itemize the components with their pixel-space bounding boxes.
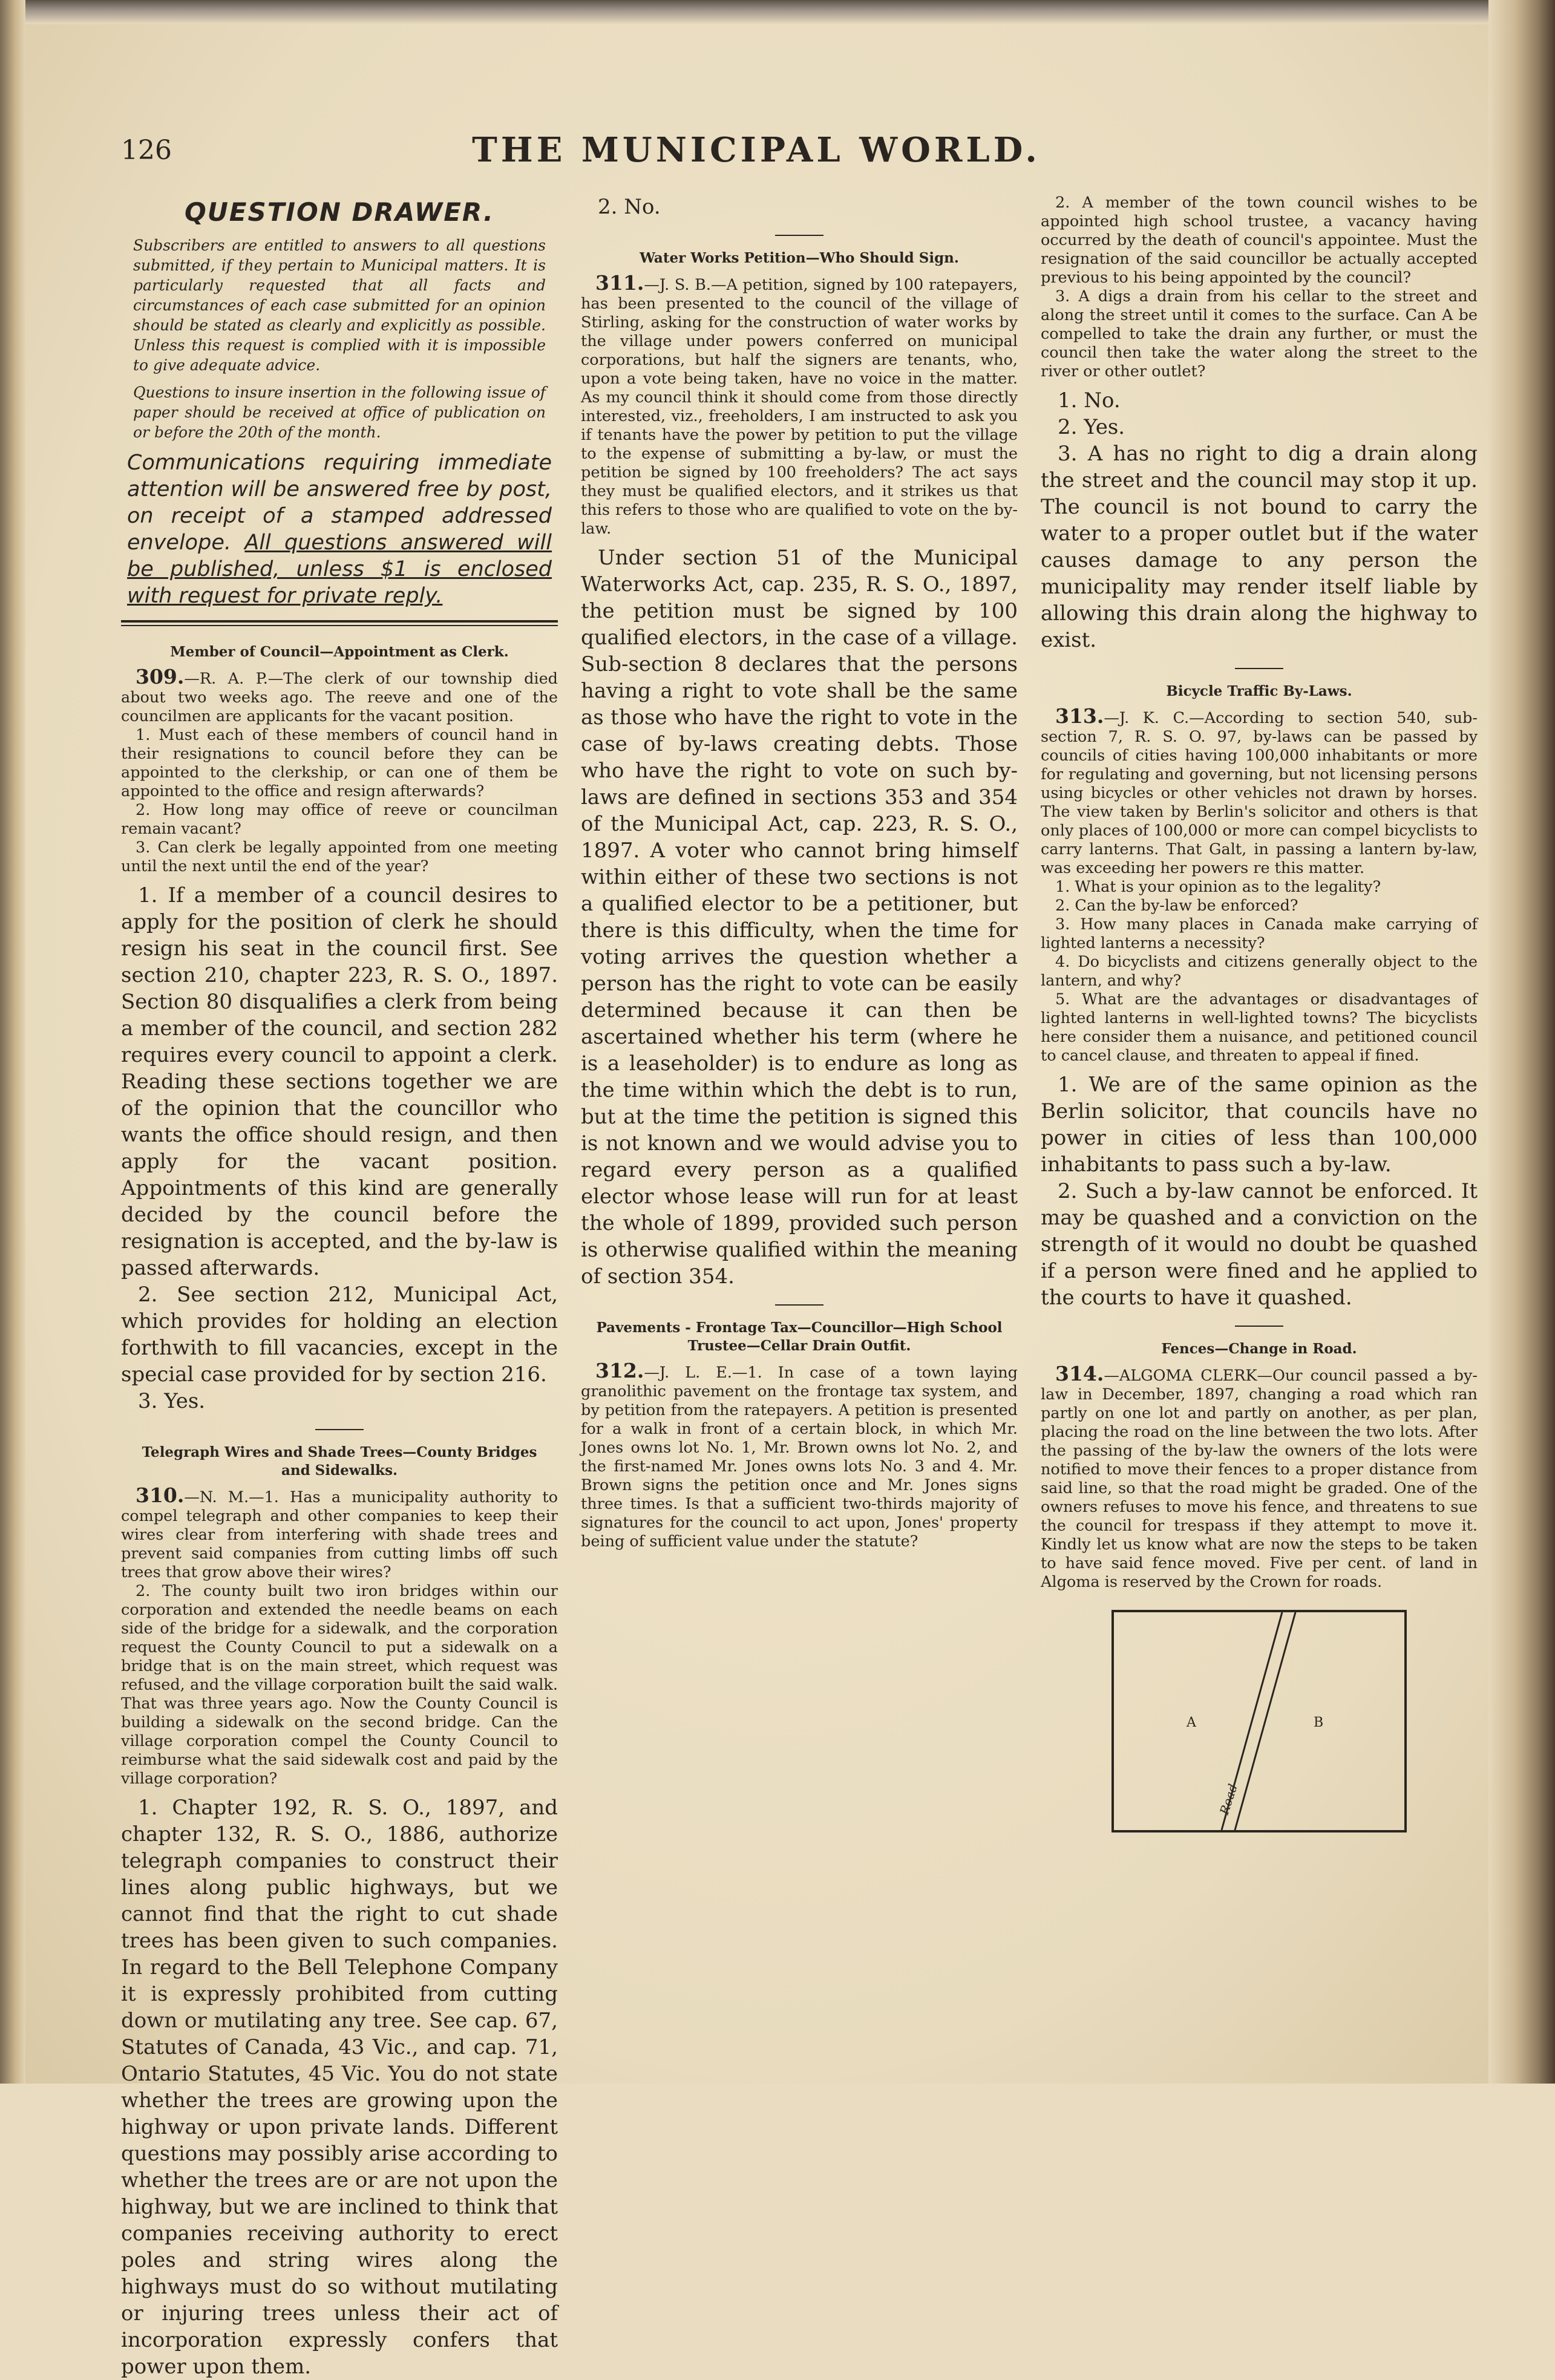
q312-a2: 2. Yes. [1058, 415, 1125, 439]
q310-heading: Telegraph Wires and Shade Trees—County Bridges and Sidewalks. [142, 1444, 537, 1479]
q313-number: 313. [1055, 704, 1104, 728]
page-top-edge [0, 0, 1555, 24]
q310-a2: 2. No. [598, 195, 661, 219]
section-rule [315, 1429, 364, 1430]
q313-answer [1041, 1071, 1478, 1311]
q310-a1: 1. Chapter 192, R. S. O., 1897, and chapter 132, R. S. O., 1886, authorize telegraph companies to construct their lines along public highways, but we cannot find that the right to cut shade trees has been given to such companies. In regard to the Bell Telephone Company it is expressly prohibited from cutting down or mutilating any tree. See cap. 67, Statutes of Canada, 43 Vic., and cap. 71, Ontario Statutes, 45 Vic. You do not state whether the trees are growing upon the highway or upon private lands. Different questions may possibly arise according to whether the trees are or are not upon the highway, but we are inclined to think that companies receiving authority to erect poles and string wires along the highways must do so without mutilating or injuring trees unless their act of incorporation expressly confers that power upon them. [121, 1796, 558, 2379]
q312-a3: 3. A has no right to dig a drain along the street and the council may stop it up. The council is not bound to carry the water to a proper outlet but if the water causes damage to any person the municipality may render itself liable by allowing this drain along the highway to exist. [1041, 442, 1478, 652]
lot-b-label: B [1314, 1715, 1324, 1730]
column-2 [581, 194, 1018, 1551]
section-rule [775, 1304, 823, 1306]
q314-heading: Fences—Change in Road. [1161, 1341, 1357, 1357]
q313-q2: 2. Can the by-law be enforced? [1055, 897, 1298, 915]
q312-question [581, 1361, 1018, 1551]
column-1 [121, 194, 558, 2379]
road-lines [1114, 1612, 1404, 1830]
section-rule [1235, 1326, 1283, 1327]
q309-q2: 2. How long may office of reeve or councilman remain vacant? [121, 801, 558, 838]
q312-a1: 1. No. [1058, 388, 1121, 413]
question-drawer-title: QUESTION DRAWER. [184, 197, 494, 227]
q311-question [581, 273, 1018, 538]
double-rule [121, 620, 558, 626]
section-rule [1235, 668, 1283, 669]
running-head: THE MUNICIPAL WORLD. [472, 130, 1041, 170]
q312-question-continued [1041, 194, 1478, 381]
page-binding [0, 0, 25, 2084]
communications-text-c: with request for private reply. [127, 584, 443, 608]
q312-question-text: —J. L. E.—1. In case of a town laying granolithic pavement on the frontage tax system, and by petition from the ratepayers. A petition is presented for a walk in front of a certain block, in which Mr. Jones owns lot No. 1, Mr. Brown owns lot No. 2, and the first-named Mr. Jones owns lots No. 3 and 4. Mr. Brown signs the petition once and Mr. Jones signs three times. Is that a sufficient two-thirds majority of signatures for the council to act upon, Jones' property being of sufficient value under the statute? [581, 1364, 1018, 1551]
q313-heading: Bicycle Traffic By-Laws. [1166, 683, 1352, 699]
q309-question [121, 667, 558, 876]
q314-question-text: —ALGOMA CLERK—Our council passed a by-law in December, 1897, changing a road which ran partly on one lot and partly on another, as per plan, placing the road on the line between the two lots. After the passing of the by-law the owners of the lots were notified to move their fences to a proper distance from said line, so that the road might be graded. One of the owners refuses to move his fence, and threatens to sue the council for trespass if they attempt to move it. Kindly let us know what are now the steps to be taken to have said fence moved. Five per cent. of land in Algoma is reserved by the Crown for roads. [1041, 1367, 1478, 1591]
q314-number: 314. [1055, 1362, 1104, 1385]
q310-number: 310. [136, 1483, 185, 1507]
communications-notice [127, 450, 552, 609]
q310-q2: 2. The county built two iron bridges within our corporation and extended the needle beams on each side of the bridge for a sidewalk, and the corporation request the County Council to put a sidewalk on a bridge that is on the main street, which request was refused, and the village corporation built the said walk. That was three years ago. Now the County Council is building a sidewalk on the second bridge. Can the village corporation compel the County Council to reimburse what the said sidewalk cost and paid by the village corporation? [121, 1582, 558, 1788]
q311-answer [581, 544, 1018, 1290]
deadline-paragraph: Questions to insure insertion in the following issue of paper should be received at office of publication on or before the 20th of the month. [133, 384, 546, 441]
page-right-edge [1488, 0, 1555, 2084]
q313-question [1041, 704, 1478, 1065]
q309-q1: 1. Must each of these members of council hand in their resignations to council before they can be appointed to the clerkship, or can one of them be appointed to the office and resign afterwards? [121, 726, 558, 800]
q309-a3: 3. Yes. [138, 1389, 206, 1413]
q310-question-text: —N. M.—1. Has a municipality authority to compel telegraph and other companies to keep their wires clear from interfering with shade trees and prevent said companies from cutting limbs off such trees that grow above their wires? [121, 1488, 558, 1581]
section-rule [775, 235, 823, 236]
road-line-right [1235, 1612, 1295, 1830]
q310-answer-continued [581, 194, 1018, 220]
q309-answer [121, 882, 558, 1414]
lot-plan-diagram [1111, 1610, 1407, 1832]
q312-q2: 2. A member of the town council wishes to be appointed high school trustee, a vacancy having occurred by the death of council's appointee. Must the resignation of the said councillor be actually accepted previous to his being appointed by the council? [1041, 194, 1478, 287]
q309-a2: 2. See section 212, Municipal Act, which provides for holding an election forthwith to fill vacancies, except in the special case provided for by section 216. [121, 1283, 558, 1387]
q311-question-text: —J. S. B.—A petition, signed by 100 ratepayers, has been presented to the council of the village of Stirling, asking for the construction of water works by the village under powers conferred on municipal corporations, but half the signers are tenants, who, upon a vote being taken, have no voice in the matter. As my council think it should come from those directly interested, viz., freeholders, I am instructed to ask you if tenants have the power by petition to put the village to the expense of submitting a by-law, or must the petition be signed by 100 freeholders? The act says they must be qualified electors, and it strikes us that this refers to those who are qualified to vote on the by-law. [581, 276, 1018, 538]
q311-answer-text: Under section 51 of the Municipal Waterworks Act, cap. 235, R. S. O., 1897, the petition must be signed by 100 qualified electors, in the case of a village. Sub-section 8 declares that the persons having a right to vote shall be the same as those who have the right to vote in the case of by-laws creating debts. Those who have the right to vote on such by-laws are defined in sections 353 and 354 of the Municipal Act, cap. 223, R. S. O., 1897. A voter who cannot bring himself within either of these two sections is not a qualified elector to be a petitioner, but there is this difficulty, when the time for voting arrives the question whether a person has the right to vote can be easily determined because it can then be ascertained whether his term (where he is a leaseholder) is to endure as long as the time within which the debt is to run, but at the time the petition is signed this is not known and we would advise you to regard every person as a qualified elector whose lease will run for at least the whole of 1899, provided such person is otherwise qualified within the meaning of section 354. [581, 546, 1018, 1289]
q312-q3: 3. A digs a drain from his cellar to the street and along the street until it comes to the surface. Can A be compelled to take the drain any further, or must the council then take the water along the street to the river or other outlet? [1041, 287, 1478, 381]
q314-question [1041, 1364, 1478, 1592]
q312-answer [1041, 387, 1478, 653]
column-3 [1041, 194, 1478, 1832]
communications-text-a: Communications requiring immediate attention will be answered free by post, on receipt of a stamped addressed envelope. [127, 451, 552, 555]
q312-heading: Pavements - Frontage Tax—Councillor—High School Trustee—Cellar Drain Outfit. [596, 1319, 1003, 1354]
q311-heading: Water Works Petition—Who Should Sign. [640, 250, 959, 266]
communications-text-b: All questions answered will be published, unless $1 is enclosed [127, 531, 552, 581]
road-label: Road [1217, 1782, 1240, 1817]
q310-answer-part1 [121, 1794, 558, 2379]
q310-question [121, 1483, 558, 1788]
q309-q3: 3. Can clerk be legally appointed from one meeting until the next until the end of the year? [121, 839, 558, 875]
q313-q1: 1. What is your opinion as to the legality? [1055, 878, 1381, 896]
q313-q3: 3. How many places in Canada make carrying of lighted lanterns a necessity? [1041, 915, 1478, 952]
q313-a2: 2. Such a by-law cannot be enforced. It may be quashed and a conviction on the strength of it would no doubt be quashed if a person were fined and he applied to the courts to have it quashed. [1041, 1179, 1478, 1310]
q309-a1: 1. If a member of a council desires to apply for the position of clerk he should resign his seat in the council first. See section 210, chapter 223, R. S. O., 1897. Section 80 disqualifies a clerk from being a member of the council, and section 282 requires every council to appoint a clerk. Reading these sections together we are of the opinion that the councillor who wants the office should resign, and then apply for the vacant position. Appointments of this kind are generally decided by the council before the resignation is accepted, and the by-law is passed afterwards. [121, 883, 558, 1280]
q313-question-text: —J. K. C.—According to section 540, sub-section 7, R. S. O. 97, by-laws can be passed by councils of cities having 100,000 inhabitants or more for regulating and governing, but not licensing persons using bicycles or other vehicles not drawn by horses. The view taken by Berlin's solicitor and others is that only places of 100,000 or more can compel bicyclists to carry lanterns. That Galt, in passing a lantern by-law, was exceeding her powers re this matter. [1041, 709, 1478, 877]
lot-a-label: A [1187, 1715, 1196, 1730]
q309-number: 309. [136, 665, 185, 688]
q313-q4: 4. Do bicyclists and citizens generally object to the lantern, and why? [1041, 953, 1478, 990]
intro-paragraph: Subscribers are entitled to answers to all questions submitted, if they pertain to Municipal matters. It is particularly requested that all facts and circumstances of each case submitted for an opinion should be stated as clearly and explicitly as possible. Unless this request is complied with it is impossible to give adequate advice. [133, 237, 546, 374]
page-header [115, 124, 1398, 178]
q312-number: 312. [595, 1359, 644, 1382]
q311-number: 311. [595, 271, 644, 295]
q313-q5: 5. What are the advantages or disadvantages of lighted lanterns in well-lighted towns? The bicyclists here consider them a nuisance, and petitioned council to cancel clause, and threaten to appeal if fined. [1041, 990, 1478, 1065]
page-number: 126 [121, 135, 172, 166]
q309-heading: Member of Council—Appointment as Clerk. [170, 644, 509, 660]
q313-a1: 1. We are of the same opinion as the Berlin solicitor, that councils have no power in cities of less than 100,000 inhabitants to pass such a by-law. [1041, 1073, 1478, 1177]
q309-question-text: —R. A. P.—The clerk of our township died about two weeks ago. The reeve and one of the councilmen are applicants for the vacant position. [121, 670, 558, 725]
